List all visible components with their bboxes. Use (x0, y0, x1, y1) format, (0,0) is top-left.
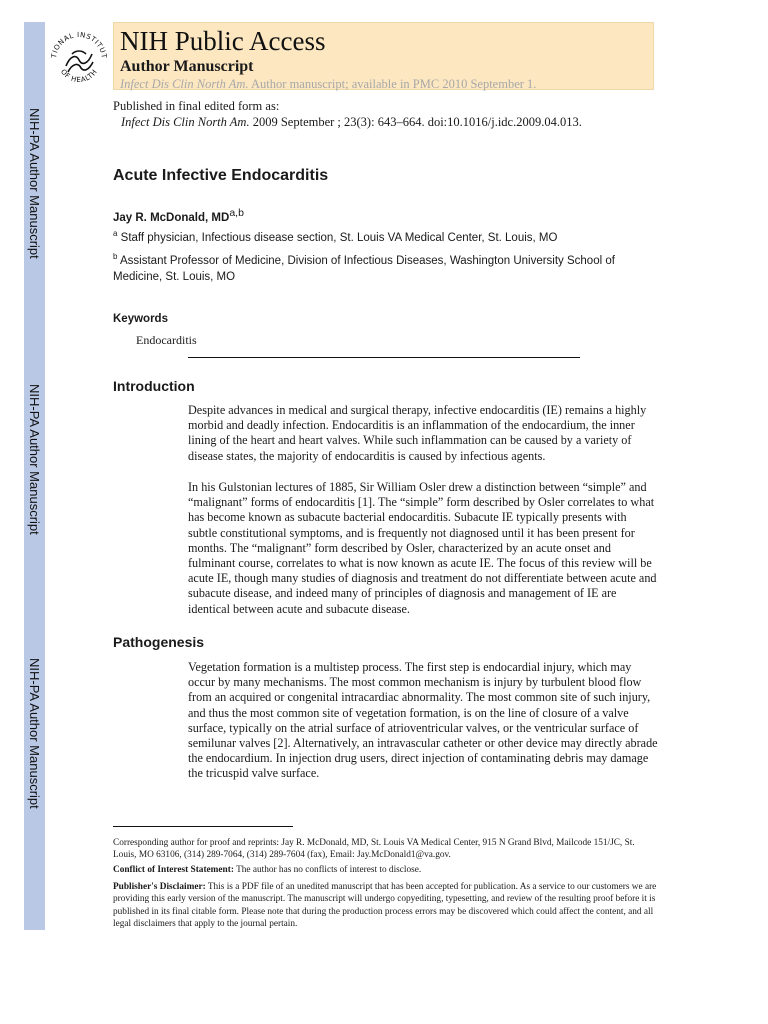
published-label: Published in final edited form as: (113, 99, 280, 113)
conflict-of-interest: Conflict of Interest Statement: The author has no conflicts of interest to disclose. (113, 865, 422, 875)
keywords-heading: Keywords (113, 313, 168, 325)
nih-pa-sidebar (24, 22, 45, 930)
paragraph: Vegetation formation is a multistep process. The first step is endocardial injury, which may occur by many mechanisms. The most common mechanism is injury by turbulent blood flow from an acquired or congenital intracardiac abnormality. The most common site of such injury, and thus the most common site of vegetation formation, is on the line of closure of a valve surface, typically on the atrial surface of atrioventricular valves, or the ventricular surface of semilunar valves [2]. Alternatively, an intravascular catheter or other device may directly abrade the endocardium. In injection drug users, direct injection of contaminating debris may damage the tricuspid valve surface. (188, 660, 658, 781)
section-heading-pathogenesis: Pathogenesis (113, 634, 205, 650)
sidebar-label: NIH-PA Author Manuscript (27, 658, 42, 809)
corresponding-author-note: Corresponding author for proof and reprints: Jay R. McDonald, MD, St. Louis VA Medical Center, 915 N Grand Blvd, Mailcode 151/JC, St. Louis, MO 63106, (314) 289-7064, (314) 289-7604 (fax), Email: Jay.McDonald1@va.gov. (113, 838, 635, 861)
footnote-divider (113, 826, 293, 827)
publisher-disclaimer: Publisher's Disclaimer: This is a PDF file of an unedited manuscript that has been accepted for publication. As a service to our customers we are providing this early version of the manuscript. The manuscript will undergo copyediting, typesetting, and review of the resulting proof before it is published in its final citable form. Please note that during the production process errors may be discovered which could affect the content, and all legal disclaimers that apply to the journal pertain. (113, 882, 657, 929)
article-title: Acute Infective Endocarditis (113, 167, 329, 184)
nih-logo (46, 22, 112, 94)
publication-info (113, 98, 582, 130)
nih-seal-icon (46, 22, 112, 94)
header-title: NIH Public Access (120, 26, 326, 56)
keywords-list: Endocarditis (136, 333, 197, 347)
sidebar-label: NIH-PA Author Manuscript (27, 384, 42, 535)
section-heading-introduction: Introduction (113, 378, 195, 394)
author-name: Jay R. McDonald, MD$^{a,b}$ (113, 207, 244, 224)
citation: Infect Dis Clin North Am. 2009 September ; 23(3): 643–664. doi:10.1016/j.idc.2009.04.013. (121, 115, 582, 129)
affiliation-b: $^b$ Assistant Professor of Medicine, Division of Infectious Diseases, Washington University School of Medicine, St. Louis, MO (113, 252, 615, 283)
header-subtitle: Author Manuscript (120, 58, 254, 75)
nih-public-access-header (113, 22, 654, 90)
paragraph: Despite advances in medical and surgical therapy, infective endocarditis (IE) remains a highly morbid and deadly infection. Endocarditis is an inflammation of the endocardium, the inner lining of the heart and heart valves. While such inflammation can be caused by a variety of disease states, the majority of endocarditis is caused by infectious agents. (188, 403, 647, 463)
affiliation-a: $^a$ Staff physician, Infectious disease section, St. Louis VA Medical Center, St. Louis, MO (113, 229, 558, 244)
paragraph: In his Gulstonian lectures of 1885, Sir William Osler drew a distinction between “simple” and “malignant” forms of endocarditis [1]. The “simple” form described by Osler correlates to what has become known as subacute bacterial endocarditis. Subacute IE typically presents with subtle constitutional symptoms, and is frequently not diagnosed until it has been present for months. The “malignant” form described by Osler, characterized by an acute onset and fulminant course, correlates to what is now known as acute IE. The focus of this review will be acute IE, though many studies of diagnosis and treatment do not differentiate between acute and subacute disease, and indeed many of principles of diagnosis and management of IE are identical between acute and subacute disease. (188, 480, 657, 616)
svg-text:NATIONAL INSTITUTES: TIONAL INSTITUT (50, 30, 109, 60)
svg-text:OF HEALTH: OF HEALTH (58, 67, 100, 85)
divider (188, 357, 580, 358)
availability-line: Infect Dis Clin North Am. Author manuscript; available in PMC 2010 September 1. (120, 77, 537, 91)
sidebar-label: NIH-PA Author Manuscript (27, 108, 42, 259)
